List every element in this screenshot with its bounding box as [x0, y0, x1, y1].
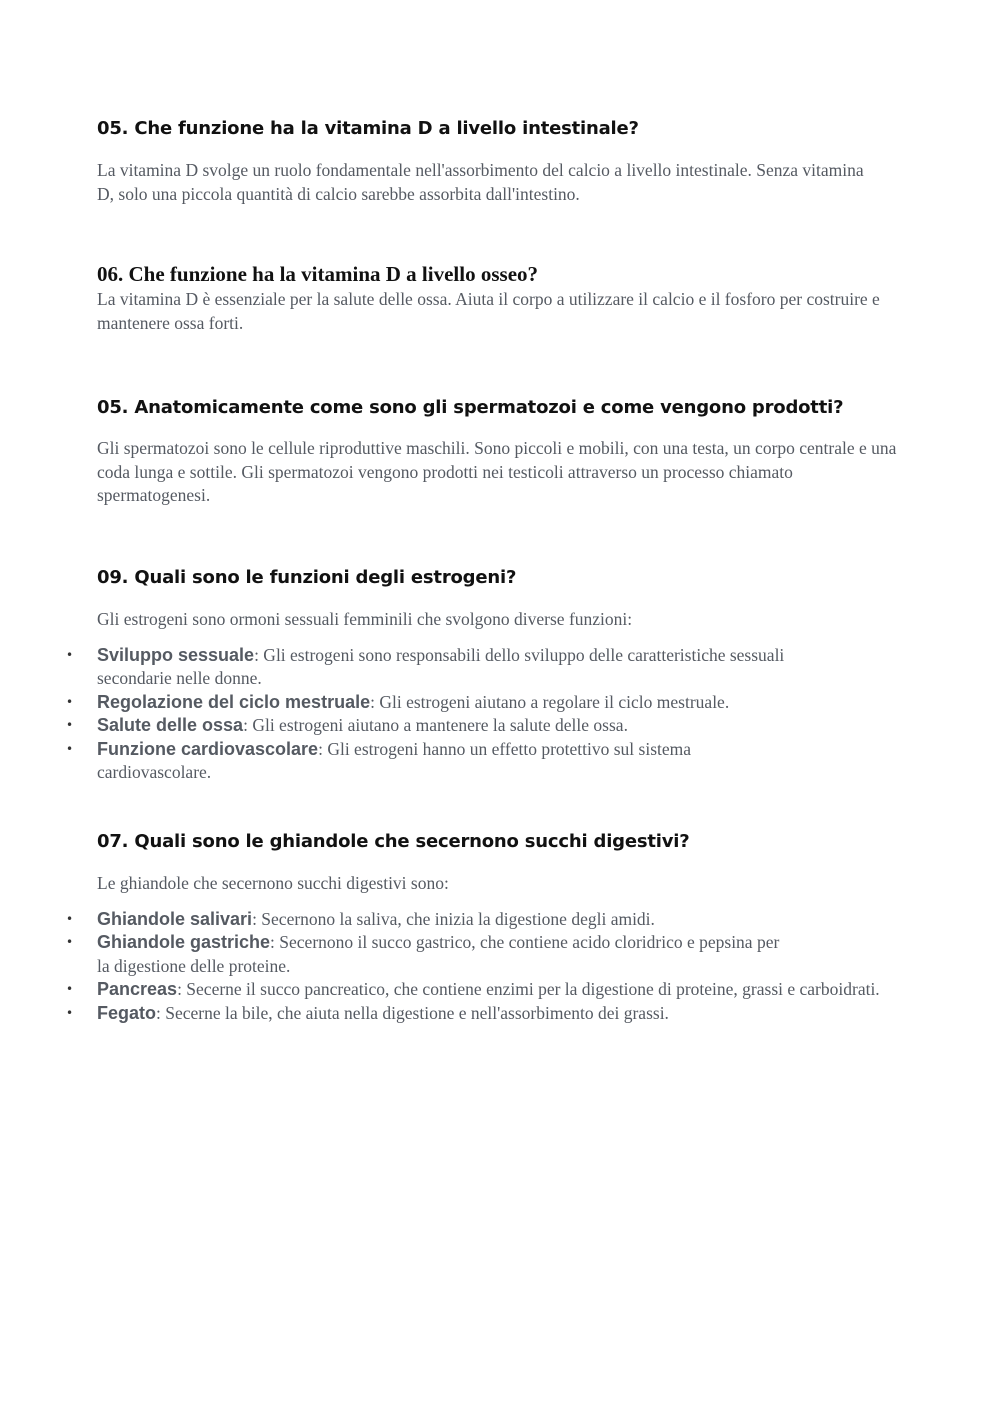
list-item — [66, 738, 797, 785]
list-item — [66, 908, 917, 932]
bullet-icon: • — [66, 1005, 74, 1020]
answer-paragraph: Gli spermatozoi sono le cellule riproduttive maschili. Sono piccoli e mobili, con una testa, un corpo centrale e una coda lunga e sottile. Gli spermatozoi vengono prodotti nei testicoli attraverso un processo chiamato spermatogenesi. — [97, 438, 897, 505]
answer-intro: Le ghiandole che secernono succhi digestivi sono: — [97, 873, 449, 893]
section-spermatozoi — [97, 396, 917, 508]
list-item-text: : Secerne il succo pancreatico, che contiene enzimi per la digestione di proteine, grassi e carboidrati. — [177, 979, 880, 999]
bullet-icon: • — [66, 647, 74, 662]
section-vitamina-d-osseo — [97, 262, 917, 335]
list-item-term: Funzione cardiovascolare — [97, 738, 319, 759]
list-item — [66, 1002, 917, 1026]
list-item-term: Regolazione del ciclo mestruale — [97, 691, 371, 712]
bullet-icon: • — [66, 935, 74, 949]
list-item — [66, 931, 787, 978]
bullet-icon: • — [66, 911, 74, 926]
question-heading: 05. Anatomicamente come sono gli spermatozoi e come vengono prodotti? — [97, 397, 844, 418]
list-item-text: : Secernono la saliva, che inizia la digestione degli amidi. — [252, 908, 655, 929]
list-item-text: : Secerne la bile, che aiuta nella digestione e nell'assorbimento dei grassi. — [156, 1002, 669, 1023]
question-heading: 07. Quali sono le ghiandole che secernono succhi digestivi? — [97, 831, 690, 852]
question-heading: 05. Che funzione ha la vitamina D a livello intestinale? — [97, 118, 639, 139]
section-ghiandole-digestive — [66, 830, 917, 1025]
question-heading: 09. Quali sono le funzioni degli estrogeni? — [97, 567, 517, 588]
answer-paragraph: La vitamina D svolge un ruolo fondamentale nell'assorbimento del calcio a livello intestinale. Senza vitamina D, solo una piccola quantità di calcio sarebbe assorbita dall'intestino. — [97, 160, 864, 204]
list-item-term: Sviluppo sessuale — [97, 644, 255, 665]
question-heading: 06. Che funzione ha la vitamina D a livello osseo? — [97, 262, 539, 286]
list-item-text: : Gli estrogeni sono responsabili dello sviluppo delle caratteristiche sessuali secondarie nelle donne. — [97, 644, 785, 688]
bullet-icon: • — [66, 694, 74, 709]
list-item — [66, 644, 817, 691]
list-item-text: : Gli estrogeni aiutano a regolare il ciclo mestruale. — [370, 691, 730, 712]
list-item-term: Fegato — [97, 1002, 157, 1023]
list-item-text: : Gli estrogeni hanno un effetto protettivo sul sistema cardiovascolare. — [97, 738, 692, 782]
glands-list — [66, 908, 917, 1026]
answer-intro: Gli estrogeni sono ormoni sessuali femminili che svolgono diverse funzioni: — [97, 609, 633, 629]
section-vitamina-d-intestinale — [97, 117, 917, 206]
bullet-icon: • — [66, 741, 74, 756]
list-item-term: Ghiandole gastriche — [97, 932, 271, 952]
bullet-icon: • — [66, 982, 74, 996]
list-item-text: : Secernono il succo gastrico, che contiene acido cloridrico e pepsina per la digestione delle proteine. — [97, 932, 780, 976]
list-item-text: : Gli estrogeni aiutano a mantenere la salute delle ossa. — [243, 715, 628, 735]
list-item — [66, 978, 897, 1002]
functions-list — [66, 644, 917, 785]
list-item — [66, 691, 917, 715]
list-item — [66, 714, 917, 738]
bullet-icon: • — [66, 718, 74, 732]
section-estrogeni — [66, 566, 917, 785]
list-item-term: Salute delle ossa — [97, 715, 244, 735]
list-item-term: Pancreas — [97, 979, 178, 999]
list-item-term: Ghiandole salivari — [97, 908, 253, 929]
answer-paragraph: La vitamina D è essenziale per la salute delle ossa. Aiuta il corpo a utilizzare il calcio e il fosforo per costruire e mantenere ossa forti. — [97, 289, 880, 333]
